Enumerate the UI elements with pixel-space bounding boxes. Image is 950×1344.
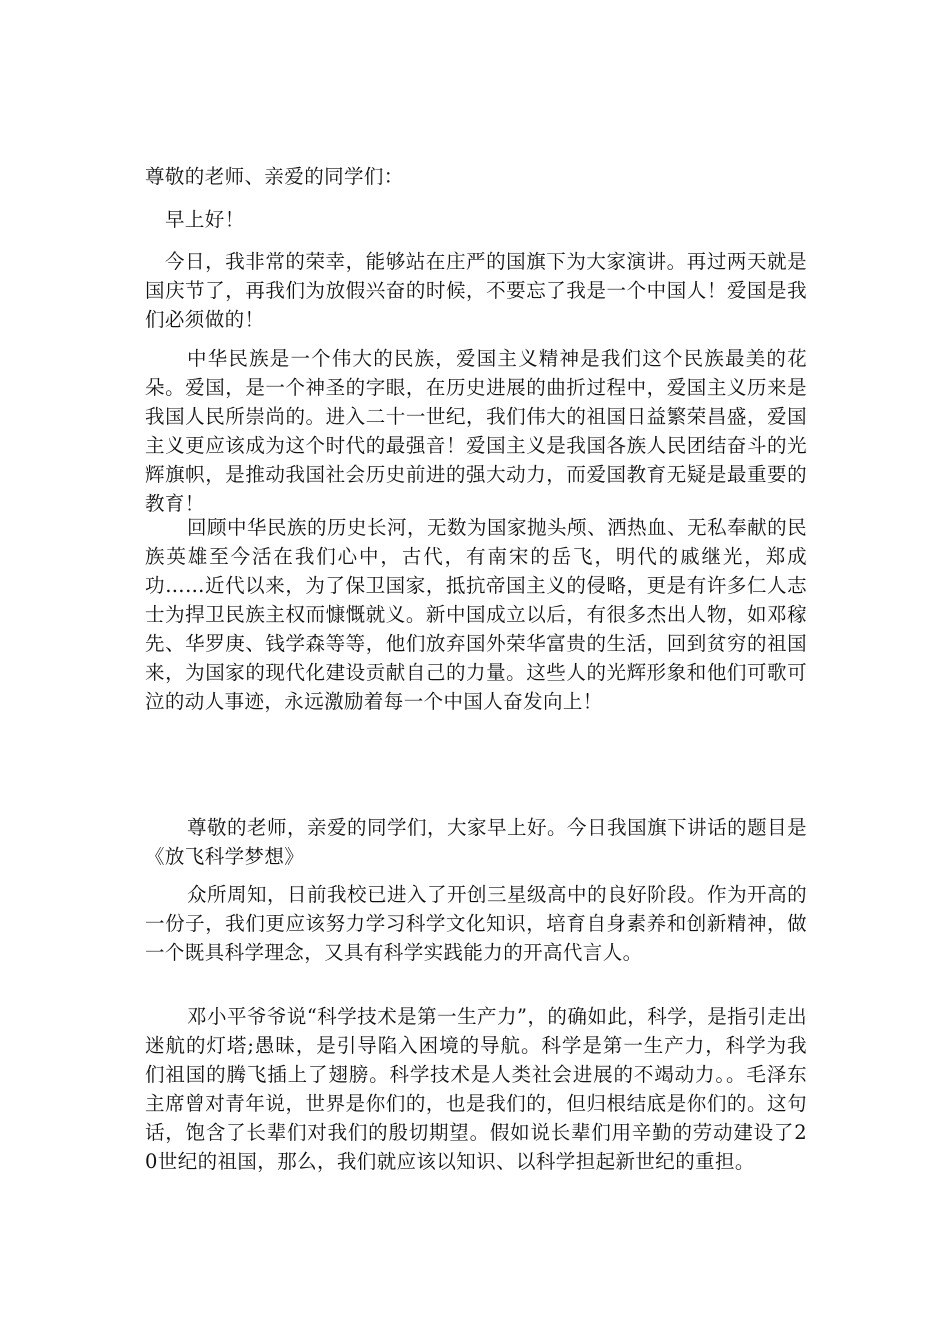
speech1-greeting: 早上好！: [165, 208, 245, 231]
speech2-paragraph-3: 邓小平爷爷说“科学技术是第一生产力”，的确如此，科学，是指引走出迷航的灯塔;愚昧，是引导陷入困境的导航。科学是第一生产力，科学为我们祖国的腾飞插上了翅膀。科学技术是人类社会进展的不竭动力。。毛泽东主席曾对青年说，世界是你们的，也是我们的，但归根结底是你们的。这句话，饱含了长辈们对我们的殷切期望。假如说长辈们用辛勤的劳动建设了20世纪的祖国，那么，我们就应该以知识、以科学担起新世纪的重担。: [145, 1005, 807, 1173]
speech1-paragraph-3: 回顾中华民族的历史长河，无数为国家抛头颅、洒热血、无私奉献的民族英雄至今活在我们心中，古代，有南宋的岳飞，明代的戚继光，郑成功……近代以来，为了保卫国家，抵抗帝国主义的侵略，更是有许多仁人志士为捍卫民族主权而慷慨就义。新中国成立以后，有很多杰出人物，如邓稼先、华罗庚、钱学森等等，他们放弃国外荣华富贵的生活，回到贫穷的祖国来，为国家的现代化建设贡献自己的力量。这些人的光辉形象和他们可歌可泣的动人事迹，永远激励着每一个中国人奋发向上！: [145, 516, 807, 713]
speech2-paragraph-1: 尊敬的老师，亲爱的同学们，大家早上好。今日我国旗下讲话的题目是《放飞科学梦想》: [145, 816, 807, 868]
speech2-paragraph-2: 众所周知，日前我校已进入了开创三星级高中的良好阶段。作为开高的一份子，我们更应该努力学习科学文化知识，培育自身素养和创新精神，做一个既具科学理念，又具有科学实践能力的开高代言人。: [145, 883, 807, 964]
speech1-paragraph-2: 中华民族是一个伟大的民族，爱国主义精神是我们这个民族最美的花朵。爱国，是一个神圣的字眼，在历史进展的曲折过程中，爱国主义历来是我国人民所崇尚的。进入二十一世纪，我们伟大的祖国日益繁荣昌盛，爱国主义更应该成为这个时代的最强音！爱国主义是我国各族人民团结奋斗的光辉旗帜，是推动我国社会历史前进的强大动力，而爱国教育无疑是最重要的教育！: [145, 347, 807, 515]
speech1-paragraph-1: 今日，我非常的荣幸，能够站在庄严的国旗下为大家演讲。再过两天就是国庆节了，再我们为放假兴奋的时候，不要忘了我是一个中国人！爱国是我们必须做的！: [145, 250, 807, 331]
speech1-salutation: 尊敬的老师、亲爱的同学们：: [145, 165, 404, 188]
